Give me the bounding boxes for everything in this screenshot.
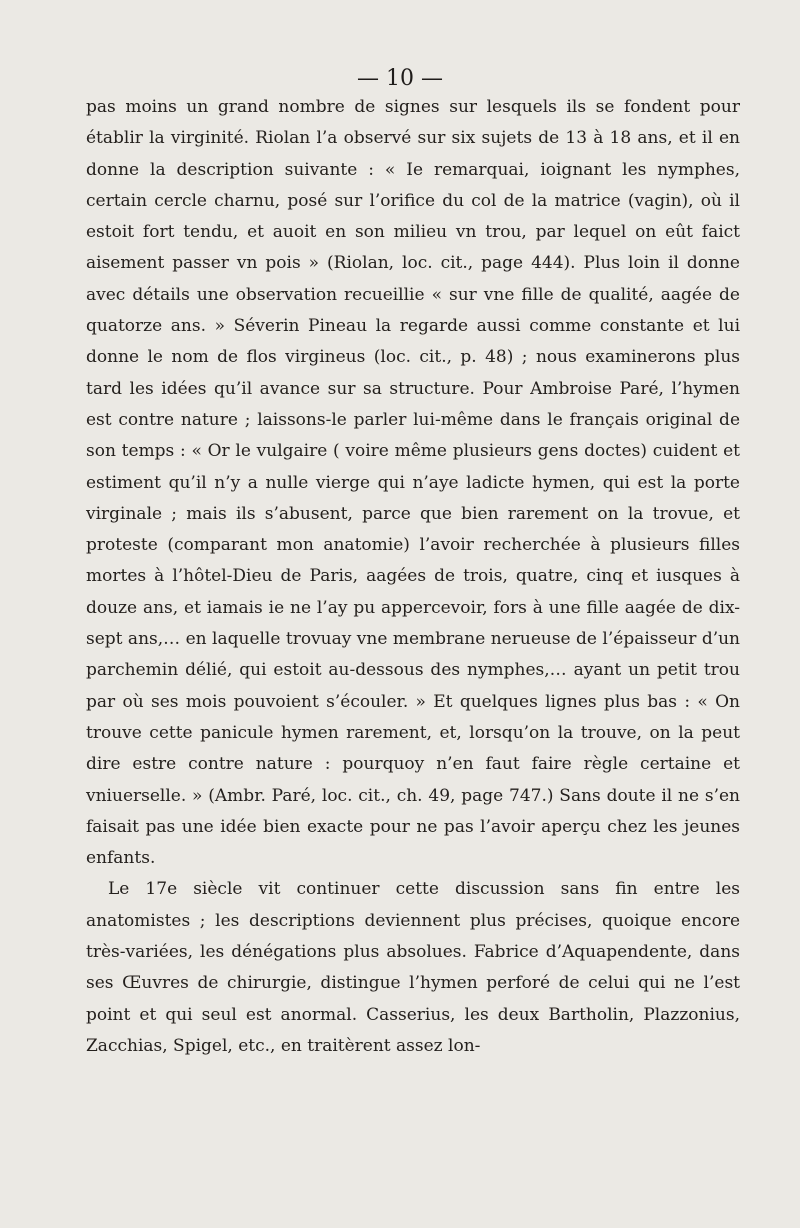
body-text <box>86 92 740 1062</box>
paragraph-1: pas moins un grand nombre de signes sur lesquels ils se fondent pour établir la virginité. Riolan l’a observé sur six sujets de 13 à 18 ans, et il en donne la description suivante : « Ie remarquai, ioignant les nymphes, certain cercle charnu, posé sur l’orifice du col de la matrice (vagin), où il estoit fort tendu, et auoit en son milieu vn trou, par lequel on eût faict aisement passer vn pois » (Riolan, loc. cit., page 444). Plus loin il donne avec détails une observation recueillie « sur vne fille de qualité, aagée de quatorze ans. » Séverin Pineau la regarde aussi comme constante et lui donne le nom de flos virgineus (loc. cit., p. 48) ; nous examinerons plus tard les idées qu’il avance sur sa structure. Pour Ambroise Paré, l’hymen est contre nature ; laissons-le parler lui-même dans le français original de son temps : « Or le vulgaire ( voire même plusieurs gens doctes) cuident et estiment qu’il n’y a nulle vierge qui n’aye ladicte hymen, qui est la porte virginale ; mais ils s’abusent, parce que bien rarement on la trovue, et proteste (comparant mon anatomie) l’avoir recherchée à plusieurs filles mortes à l’hôtel-Dieu de Paris, aagées de trois, quatre, cinq et iusques à douze ans, et iamais ie ne l’ay pu appercevoir, fors à une fille aagée de dix-sept ans,… en laquelle trovuay vne membrane nerueuse de l’épaisseur d’un parchemin délié, qui estoit au-dessous des nymphes,… ayant un petit trou par où ses mois pouvoient s’écouler. » Et quelques lignes plus bas : « On trouve cette panicule hymen rarement, et, lorsqu’on la trouve, on la peut dire estre contre nature : pourquoy n’en faut faire règle certaine et vniuerselle. » (Ambr. Paré, loc. cit., ch. 49, page 747.) Sans doute il ne s’en faisait pas une idée bien exacte pour ne pas l’avoir aperçu chez les jeunes enfants. <box>86 97 740 869</box>
paragraph-2: Le 17e siècle vit continuer cette discussion sans fin entre les anatomistes ; les descriptions deviennent plus précises, quoique encore très-variées, les dénégations plus absolues. Fabrice d’Aquapendente, dans ses Œuvres de chirurgie, distingue l’hymen perforé de celui qui ne l’est point et qui seul est anormal. Casserius, les deux Bartholin, Plazzonius, Zacchias, Spigel, etc., en traitèrent assez lon- <box>86 879 740 1056</box>
page-number: — 10 — <box>357 66 443 91</box>
